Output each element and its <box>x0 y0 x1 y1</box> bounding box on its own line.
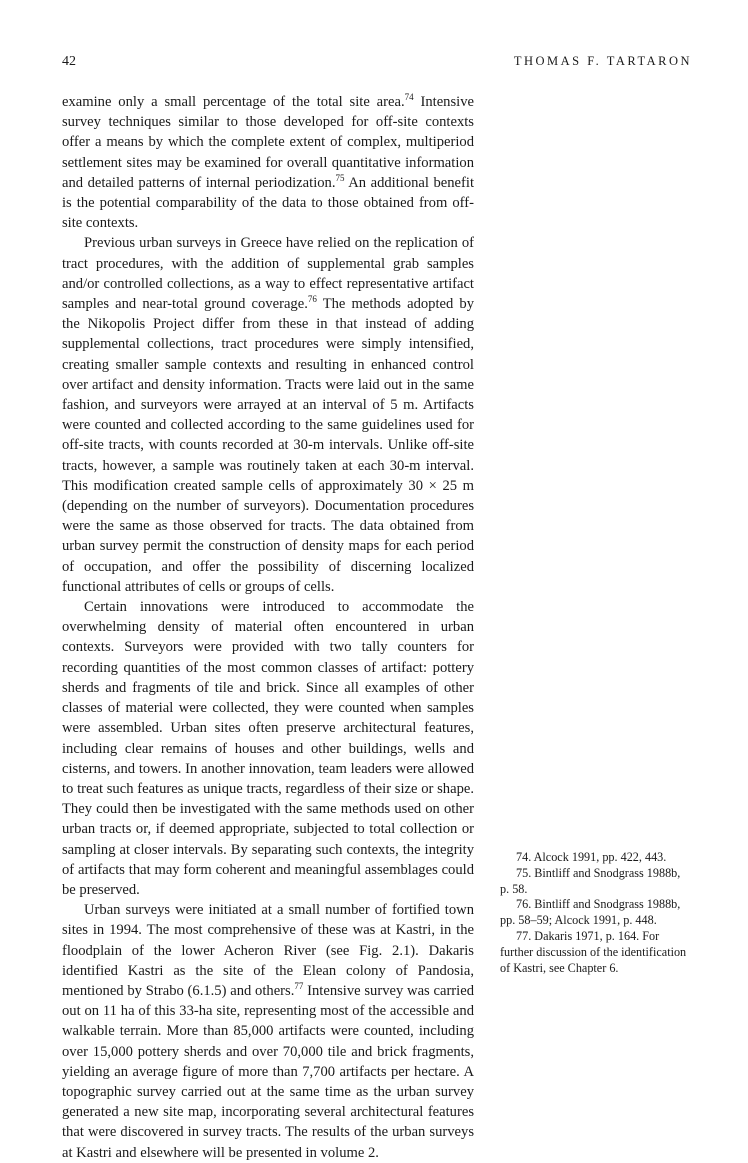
paragraph-2 <box>62 233 474 597</box>
footnotes <box>500 850 692 976</box>
paragraph-text: examine only a small percentage of the total site area. <box>62 94 405 110</box>
paragraph-text: Urban surveys were initiated at a small number of fortified town sites in 1994. The most comprehensive of these was at Kastri, in the floodplain of the lower Acheron River (see Fig. 2.1). Dakaris identified Kastri as the site of the Elean colony of Pandosia, mentioned by Strabo (6.1.5) and others. <box>62 902 474 999</box>
main-text <box>62 92 474 1163</box>
footnote-74: 74. Alcock 1991, pp. 422, 443. <box>516 850 667 864</box>
paragraph-text: An additional benefit is the potential comparability of the data to those obtained from off-site contexts. <box>62 174 475 232</box>
paragraph-text: Certain innovations were introduced to accommodate the overwhelming density of material often encountered in urban contexts. Surveyors were provided with two tally counters for recording quantities of the most common classes of artifact: pottery sherds and fragments of tile and brick. Since all examples of other classes of material were collected, they were counted when samples were assembled. Urban sites often preserve architectural features, including clear remains of houses and other buildings, wells and cisterns, and towers. In another innovation, team leaders were allowed to treat such features as unique tracts, regardless of their size or shape. They could then be investigated with the same methods used on other urban tracts or, if deemed appropriate, subjected to total collection or sampling at closer intervals. By separating such contexts, the integrity of artifacts that may form coherent and meaningful assemblages could be preserved. <box>62 599 474 898</box>
footnote-77: 77. Dakaris 1971, p. 164. For further discussion of the identification of Kastri, see Chapter 6. <box>500 928 687 975</box>
running-head: THOMAS F. TARTARON <box>513 54 692 68</box>
footnote-ref-76[interactable]: 76 <box>307 294 317 305</box>
footnote-ref-75[interactable]: 75 <box>335 172 345 183</box>
paragraph-4 <box>62 900 474 1163</box>
paragraph-text: Intensive survey was carried out on 11 ha of this 33-ha site, representing most of the accessible and walkable terrain. More than 85,000 artifacts were counted, including over 15,000 pottery sherds and over 70,000 tile and brick fragments, yielding an average figure of more than 7,700 artifacts per hectare. A topographic survey carried out at the same time as the urban survey generated a new site map, incorporating several architectural features that were discovered in survey tracts. The results of the urban surveys at Kastri and elsewhere will be presented in volume 2. <box>62 982 474 1161</box>
page-number: 42 <box>62 54 76 69</box>
paragraph-text: The methods adopted by the Nikopolis Project differ from these in that instead of adding supplemental collections, tract procedures were simply intensified, creating smaller sample contexts and resulting in enhanced control over artifact and density information. Tracts were laid out in the same fashion, and surveyors were arrayed at an interval of 5 m. Artifacts were counted and collected according to the same guidelines used for off-site tracts, with counts recorded at 30-m intervals. Unlike off-site tracts, however, a sample was routinely taken at each 30-m interval. This modification created sample cells of approximately 30 × 25 m (depending on the number of surveyors). Documentation procedures were the same as those observed for tracts. The data obtained from urban survey permit the construction of density maps for each period of occupation, and offer the possibility of discerning localized functional attributes of cells or groups of cells. <box>62 296 474 595</box>
paragraph-1 <box>62 92 474 233</box>
page-header <box>62 54 692 74</box>
footnote-76: 76. Bintliff and Snodgrass 1988b, pp. 58–59; Alcock 1991, p. 448. <box>500 897 681 928</box>
footnote-ref-74[interactable]: 74 <box>404 92 414 103</box>
footnote-75: 75. Bintliff and Snodgrass 1988b, p. 58. <box>500 865 681 896</box>
paragraph-text: Previous urban surveys in Greece have relied on the replication of tract procedures, with the addition of supplemental grab samples and/or controlled collections, as a way to effect representative artifact samples and near-total ground coverage. <box>62 235 474 313</box>
paragraph-3 <box>62 597 474 900</box>
paragraph-text: Intensive survey techniques similar to those developed for off-site contexts offer a means by which the complete extent of complex, multiperiod settlement sites may be examined for overall quantitative information and detailed patterns of internal periodization. <box>62 94 474 191</box>
footnote-ref-77[interactable]: 77 <box>294 981 304 992</box>
